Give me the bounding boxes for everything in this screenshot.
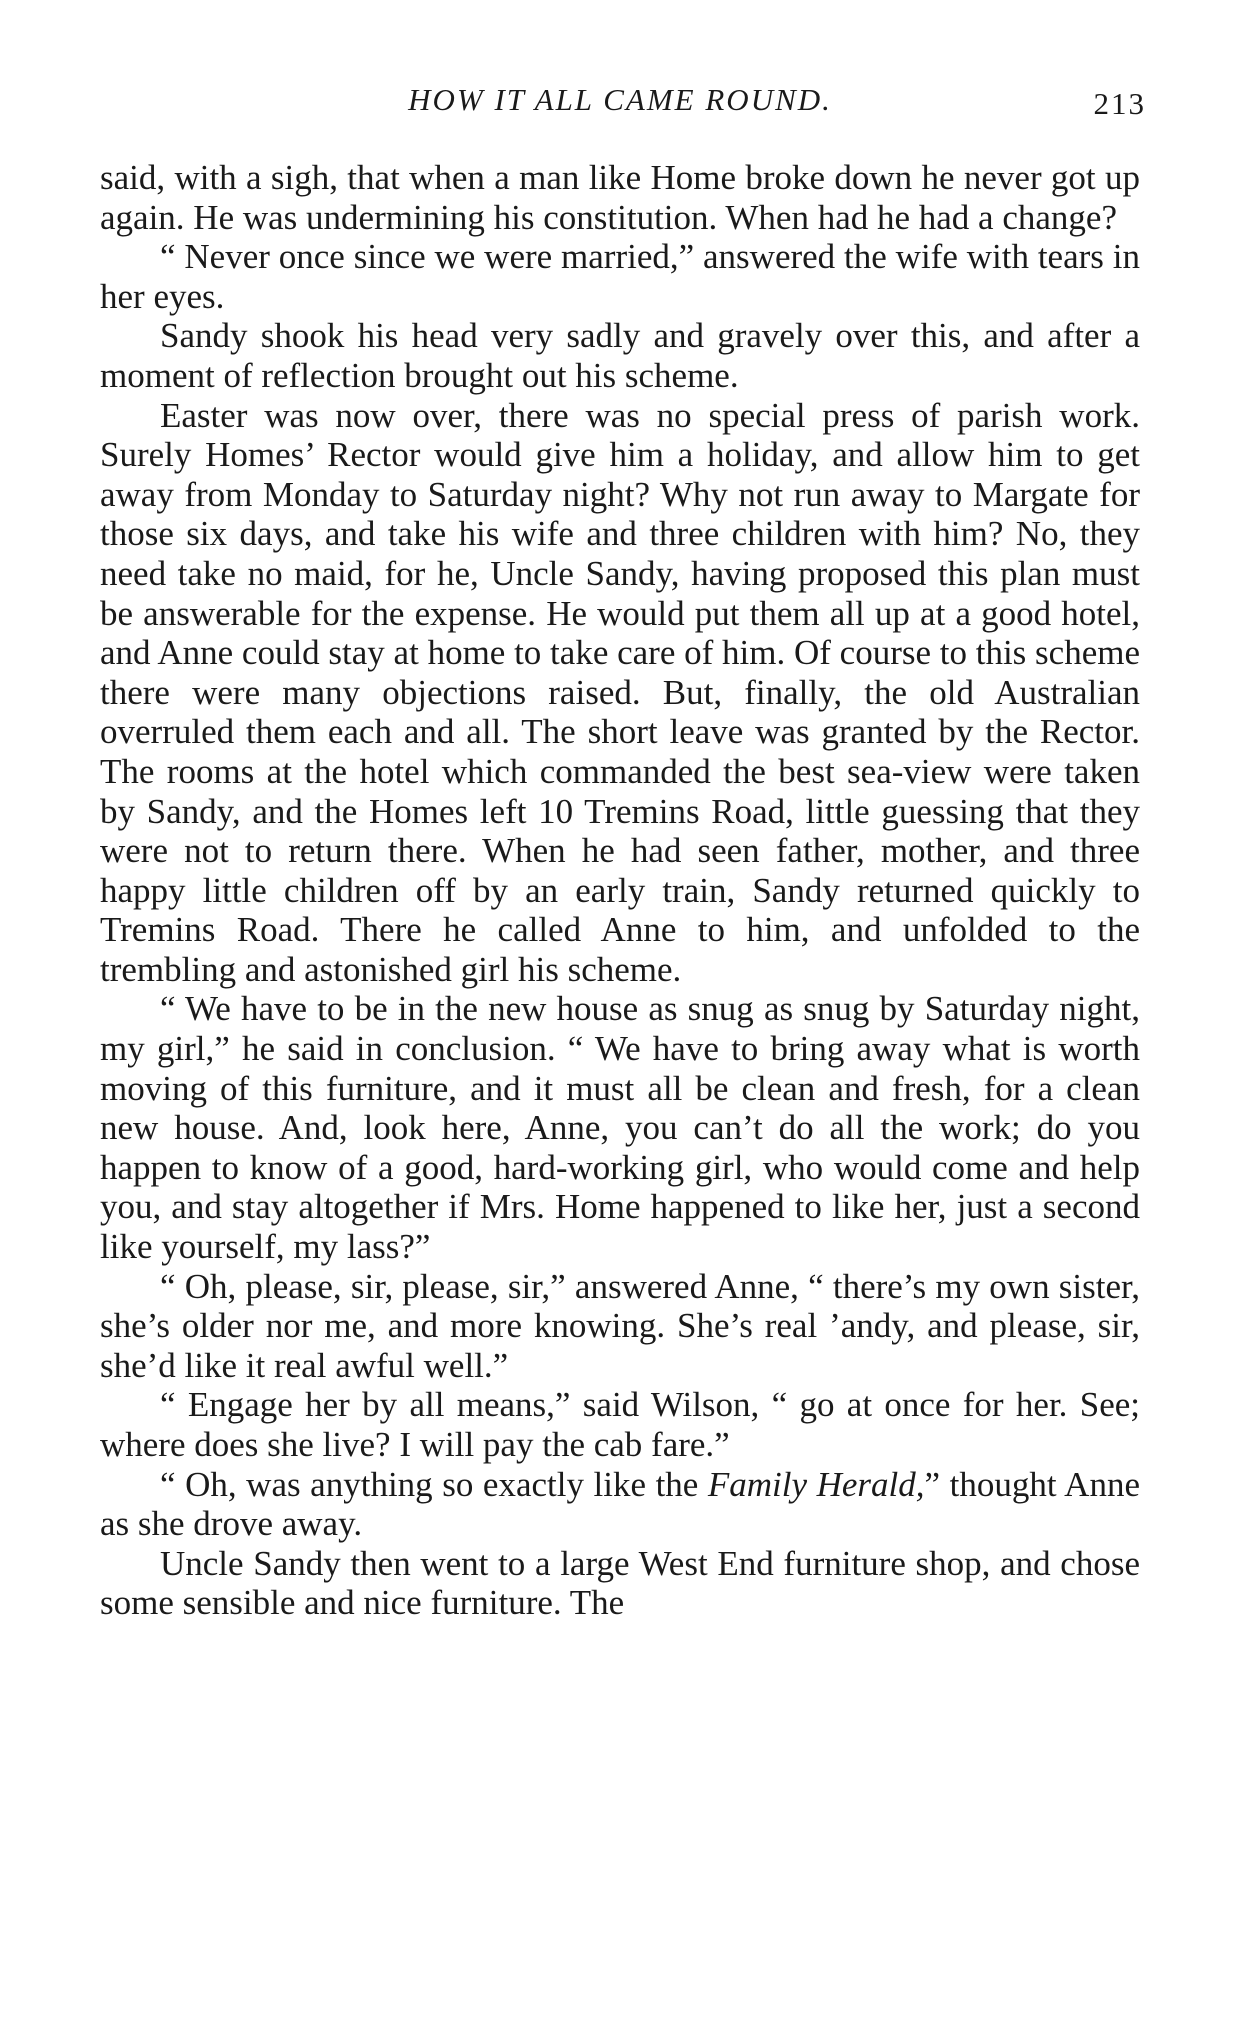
paragraph: “ Never once since we were married,” answered the wife with tears in her eyes. — [100, 237, 1140, 316]
paragraph: Easter was now over, there was no special press of parish work. Surely Homes’ Rector would give him a holiday, and allow him to get away from Monday to Saturday night? Why not run away to Margate for those six days, and take his wife and three children with him? No, they need take no maid, for he, Uncle Sandy, having proposed this plan must be answerable for the expense. He would put them all up at a good hotel, and Anne could stay at home to take care of him. Of course to this scheme there were many objections raised. But, finally, the old Australian overruled them each and all. The short leave was granted by the Rector. The rooms at the hotel which commanded the best sea-view were taken by Sandy, and the Homes left 10 Tremins Road, little guessing that they were not to return there. When he had seen father, mother, and three happy little children off by an early train, Sandy returned quickly to Tremins Road. There he called Anne to him, and unfolded to the trembling and astonished girl his scheme. — [100, 395, 1140, 989]
paragraph: Sandy shook his head very sadly and gravely over this, and after a moment of reflection brought out his scheme. — [100, 316, 1140, 395]
body-text — [100, 158, 1140, 1623]
paragraph: “ Engage her by all means,” said Wilson, “ go at once for her. See; where does she live? I will pay the cab fare.” — [100, 1385, 1140, 1464]
paragraph: “ Oh, please, sir, please, sir,” answered Anne, “ there’s my own sister, she’s older nor me, and more knowing. She’s real ’andy, and please, sir, she’d like it real awful well.” — [100, 1266, 1140, 1385]
paragraph: said, with a sigh, that when a man like Home broke down he never got up again. He was undermining his constitution. When had he had a change? — [100, 158, 1140, 237]
running-head: HOW IT ALL CAME ROUND. — [408, 82, 832, 117]
text-run: “ Oh, was anything so exactly like the — [160, 1464, 708, 1504]
page-number: 213 — [1093, 86, 1146, 121]
paragraph: “ We have to be in the new house as snug as snug by Saturday night, my girl,” he said in conclusion. “ We have to bring away what is worth moving of this furniture, and it must all be clean and fresh, for a clean new house. And, look here, Anne, you can’t do all the work; do you happen to know of a good, hard-working girl, who would come and help you, and stay altogether if Mrs. Home happened to like her, just a second like yourself, my lass?” — [100, 989, 1140, 1267]
text-run: ” thought Anne as she drove away. — [100, 1464, 1140, 1544]
page-header — [100, 78, 1146, 128]
paragraph: Uncle Sandy then went to a large West End furniture shop, and chose some sensible and nice furniture. The — [100, 1543, 1140, 1623]
italic-title: Family Herald, — [707, 1464, 925, 1504]
paragraph — [100, 1465, 1140, 1544]
